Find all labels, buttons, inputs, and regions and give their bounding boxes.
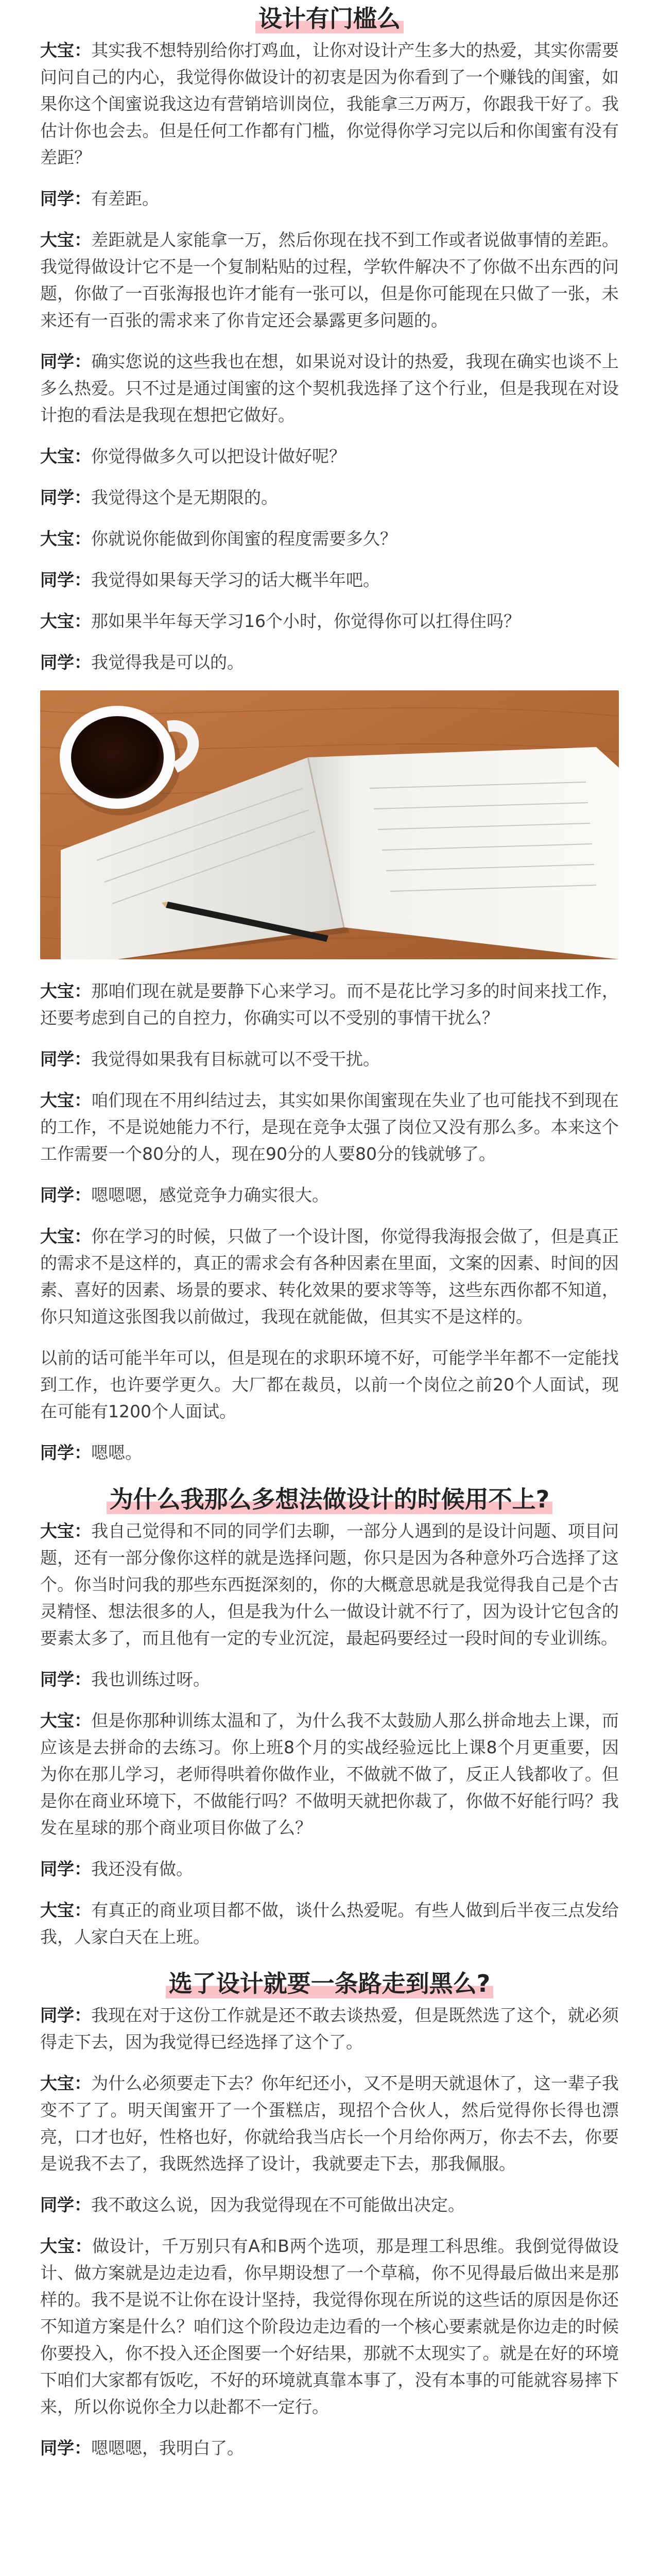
section-title-1: 设计有门槛么 bbox=[40, 0, 619, 37]
section-1-dialogue-a bbox=[40, 37, 619, 676]
dialogue-line: 大宝：你就说你能做到你闺蜜的程度需要多久？ bbox=[40, 529, 397, 549]
desk-photo-illustration bbox=[40, 690, 619, 959]
dialogue-line: 同学：嗯嗯。 bbox=[40, 1443, 142, 1463]
dialogue-line: 大宝：你在学习的时候，只做了一个设计图，你觉得我海报会做了，但是真正的需求不是这样的，真正的需求会有各种因素在里面，文案的因素、时间的因素、喜好的因素、场景的要求、转化效果的要求等等，这些东西你都不知道，你只知道这张图我以前做过，我现在就能做，但其实不是这样的。 bbox=[40, 1226, 619, 1327]
dialogue-line: 大宝：我自己觉得和不同的同学们去聊，一部分人遇到的是设计问题、项目问题，还有一部分像你这样的就是选择问题，你只是因为各种意外巧合选择了这个。你当时问我的那些东西挺深刻的，你的大概意思就是我觉得我自己是个古灵精怪、想法很多的人，但是我为什么一做设计就不行了，因为设计它包含的要素太多了，而且他有一定的专业沉淀，最起码要经过一段时间的专业训练。 bbox=[40, 1521, 619, 1648]
dialogue-line: 大宝：有真正的商业项目都不做，谈什么热爱呢。有些人做到后半夜三点发给我，人家白天在上班。 bbox=[40, 1900, 619, 1947]
dialogue-line: 同学：我也训练过呀。 bbox=[40, 1669, 210, 1689]
dialogue-line: 以前的话可能半年可以，但是现在的求职环境不好，可能学半年都不一定能找到工作，也许要学更久。大厂都在裁员，以前一个岗位之前20个人面试，现在可能有1200个人面试。 bbox=[40, 1348, 619, 1421]
section-2-dialogue bbox=[40, 1518, 619, 1951]
article-photo bbox=[40, 690, 619, 959]
dialogue-line: 大宝：为什么必须要走下去？你年纪还小，又不是明天就退休了，这一辈子我变不了了。明天闺蜜开了一个蛋糕店，现招个合伙人，然后觉得你长得也漂亮，口才也好，性格也好，你就给我当店长一个月给你两万，你去不去，你要是说我不去了，我既然选择了设计，我就要走下去，那我佩服。 bbox=[40, 2073, 619, 2174]
dialogue-line: 同学：我不敢这么说，因为我觉得现在不可能做出决定。 bbox=[40, 2195, 465, 2215]
dialogue-line: 大宝：但是你那种训练太温和了，为什么我不太鼓励人那么拼命地去上课，而应该是去拼命的去练习。你上班8个月的实战经验远比上课8个月更重要，因为你在那儿学习，老师得哄着你做作业，不做就不做了，反正人钱都收了。但是你在商业环境下，不做能行吗？不做明天就把你裁了，你做不好能行吗？我发在星球的那个商业项目你做了么？ bbox=[40, 1710, 619, 1838]
dialogue-line: 同学：嗯嗯嗯，感觉竞争力确实很大。 bbox=[40, 1185, 329, 1205]
section-3-dialogue bbox=[40, 2002, 619, 2462]
dialogue-line: 大宝：做设计，千万别只有A和B两个选项，那是理工科思维。我倒觉得做设计、做方案就是边走边看，你早期设想了一个草稿，你不见得最后做出来是那样的。我不是说不让你在设计坚持，我觉得你现在所说的这些话的原因是你还不知道方案是什么？咱们这个阶段边走边看的一个核心要素就是你边走的时候你要投入，你不投入还企图要一个好结果，那就不太现实了。就是在好的环境下咱们大家都有饭吃，不好的环境就真靠本事了，没有本事的可能就容易摔下来，所以你说你全力以赴都不一定行。 bbox=[40, 2236, 619, 2417]
dialogue-line: 同学：有差距。 bbox=[40, 189, 159, 209]
dialogue-line: 同学：嗯嗯嗯，我明白了。 bbox=[40, 2438, 244, 2458]
dialogue-line: 同学：确实您说的这些我也在想，如果说对设计的热爱，我现在确实也谈不上多么热爱。只不过是通过闺蜜的这个契机我选择了这个行业，但是我现在对设计抱的看法是我现在想把它做好。 bbox=[40, 351, 619, 425]
dialogue-line: 大宝：你觉得做多久可以把设计做好呢？ bbox=[40, 446, 346, 466]
section-1-dialogue-b bbox=[40, 978, 619, 1466]
dialogue-line: 同学：我还没有做。 bbox=[40, 1859, 193, 1879]
dialogue-line: 同学：我觉得我是可以的。 bbox=[40, 652, 244, 672]
dialogue-line: 大宝：其实我不想特别给你打鸡血，让你对设计产生多大的热爱，其实你需要问问自己的内心，我觉得你做设计的初衷是因为你看到了一个赚钱的闺蜜，如果你这个闺蜜说我这边有营销培训岗位，我能拿三万两万，你跟我干好了。我估计你也会去。但是任何工作都有门槛，你觉得你学习完以后和你闺蜜有没有差距？ bbox=[40, 40, 619, 167]
section-title-3: 选了设计就要一条路走到黑么? bbox=[40, 1965, 619, 2002]
dialogue-line: 同学：我觉得这个是无期限的。 bbox=[40, 487, 278, 507]
dialogue-line: 同学：我觉得如果每天学习的话大概半年吧。 bbox=[40, 570, 380, 590]
dialogue-line: 同学：我觉得如果我有目标就可以不受干扰。 bbox=[40, 1049, 380, 1069]
dialogue-line: 大宝：那如果半年每天学习16个小时，你觉得你可以扛得住吗？ bbox=[40, 611, 521, 631]
section-title-2: 为什么我那么多想法做设计的时候用不上? bbox=[40, 1481, 619, 1518]
dialogue-line: 大宝：差距就是人家能拿一万，然后你现在找不到工作或者说做事情的差距。我觉得做设计它不是一个复制粘贴的过程，学软件解决不了你做不出东西的问题，你做了一百张海报也许才能有一张可以，但是你可能现在只做了一张，未来还有一百张的需求来了你肯定还会暴露更多问题的。 bbox=[40, 230, 619, 330]
dialogue-line: 大宝：咱们现在不用纠结过去，其实如果你闺蜜现在失业了也可能找不到现在的工作，不是说她能力不行，是现在竞争太强了岗位又没有那么多。本来这个工作需要一个80分的人，现在90分的人要80分的钱就够了。 bbox=[40, 1090, 619, 1164]
dialogue-line: 同学：我现在对于这份工作就是还不敢去谈热爱，但是既然选了这个，就必须得走下去，因为我觉得已经选择了这个了。 bbox=[40, 2005, 619, 2052]
dialogue-line: 大宝：那咱们现在就是要静下心来学习。而不是花比学习多的时间来找工作，还要考虑到自己的自控力，你确实可以不受别的事情干扰么？ bbox=[40, 981, 619, 1028]
